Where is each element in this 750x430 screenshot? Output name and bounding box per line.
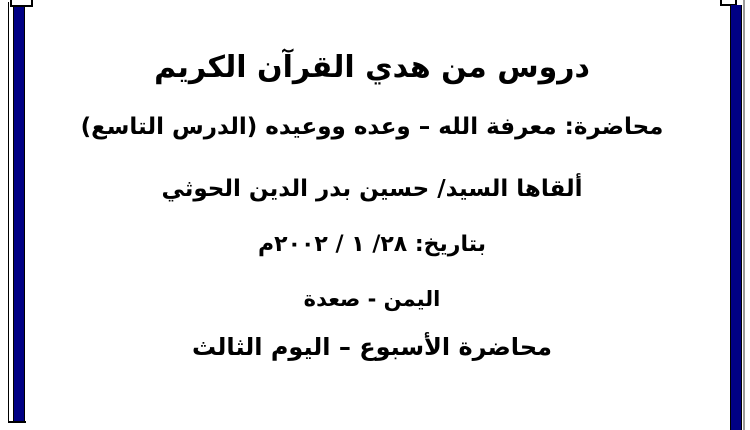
document-title: دروس من هدي القرآن الكريم <box>154 50 590 85</box>
lecture-topic-line: محاضرة: معرفة الله – وعده ووعيده (الدرس التاسع) <box>80 114 664 140</box>
speaker-line: ألقاها السيد/ حسين بدر الدين الحوثي <box>161 176 583 202</box>
left-column-base <box>8 421 26 423</box>
right-column-bar <box>730 5 742 430</box>
left-column-outer-line <box>8 2 9 422</box>
date-line: بتاريخ: ٢٨/ ١ / ٢٠٠٢م <box>258 232 486 257</box>
left-column-bar <box>13 7 25 422</box>
series-line: محاضرة الأسبوع – اليوم الثالث <box>192 333 552 361</box>
location-line: اليمن - صعدة <box>303 287 441 311</box>
left-column-capital <box>10 0 33 7</box>
page-edge-shadow <box>743 0 745 430</box>
